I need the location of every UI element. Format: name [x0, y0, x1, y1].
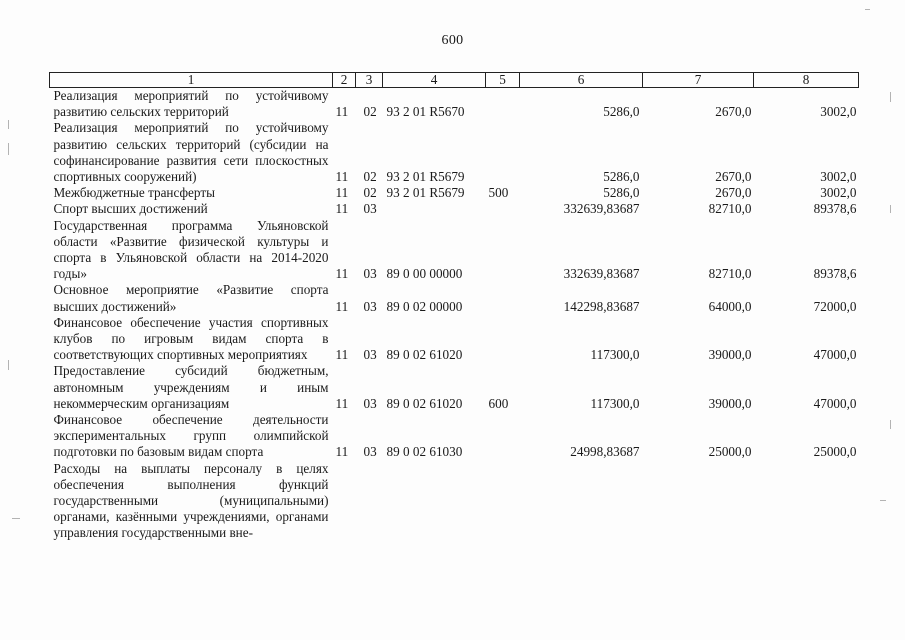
row-section — [333, 461, 356, 542]
row-amount-col7: 39000,0 — [708, 347, 752, 363]
row-amount-col7 — [643, 461, 754, 542]
header-col-1: 1 — [50, 73, 333, 88]
row-amount-col8: 47000,0 — [813, 347, 857, 363]
table-row — [50, 120, 859, 185]
row-amount-col6: 117300,0 — [590, 395, 640, 411]
table-row — [50, 185, 859, 201]
row-name: Реализация мероприятий по устойчивому развитию сельских территорий — [53, 88, 329, 120]
row-amount-col8 — [754, 461, 859, 542]
row-amount-col8: 47000,0 — [813, 395, 857, 411]
row-name: Расходы на выплаты персоналу в целях обеспечения выполнения функций государственными (муниципальными) органами, казёнными учреждениями, органами управления государственными вне- — [53, 460, 329, 541]
table-row — [50, 88, 859, 121]
row-subsection: 03 — [363, 298, 377, 314]
row-target-article: 89 0 02 61030 — [386, 444, 463, 460]
row-subsection — [356, 461, 383, 542]
table-row — [50, 315, 859, 364]
scan-mark — [8, 143, 9, 155]
row-expense-type: 600 — [488, 395, 509, 411]
table-row — [50, 201, 859, 217]
row-amount-col6: 117300,0 — [590, 347, 640, 363]
header-col-2: 2 — [333, 73, 356, 88]
row-expense-type — [486, 315, 520, 364]
header-col-8: 8 — [754, 73, 859, 88]
row-subsection: 03 — [363, 444, 377, 460]
row-name: Основное мероприятие «Развитие спорта высших достижений» — [53, 282, 329, 314]
row-target-article: 89 0 02 61020 — [386, 395, 463, 411]
row-section: 11 — [335, 185, 349, 201]
row-expense-type — [486, 201, 520, 217]
header-col-5: 5 — [486, 73, 520, 88]
row-amount-col7: 2670,0 — [715, 185, 752, 201]
row-amount-col7: 25000,0 — [708, 444, 752, 460]
row-subsection: 02 — [363, 104, 377, 120]
row-amount-col8: 89378,6 — [813, 201, 857, 217]
scan-mark — [880, 500, 886, 501]
scan-mark — [865, 9, 870, 10]
row-amount-col8: 3002,0 — [820, 169, 857, 185]
row-expense-type — [486, 120, 520, 185]
row-subsection: 03 — [363, 395, 377, 411]
row-name: Межбюджетные трансферты — [53, 185, 215, 201]
row-name: Финансовое обеспечение участия спортивных клубов по игровым видам спорта в соответствующих спортивных мероприятиях — [53, 314, 329, 363]
row-expense-type: 500 — [488, 185, 509, 201]
scan-mark — [890, 92, 891, 102]
row-amount-col8: 89378,6 — [813, 266, 857, 282]
row-expense-type — [486, 461, 520, 542]
row-section: 11 — [335, 395, 349, 411]
row-amount-col6: 5286,0 — [603, 185, 640, 201]
row-section: 11 — [335, 201, 349, 217]
row-name: Предоставление субсидий бюджетным, автономным учреждениям и иным некоммерческим организациям — [53, 363, 329, 411]
row-amount-col6 — [520, 461, 643, 542]
header-col-4: 4 — [383, 73, 486, 88]
row-expense-type — [486, 282, 520, 314]
row-expense-type — [486, 412, 520, 461]
table-row — [50, 461, 859, 542]
row-amount-col8: 3002,0 — [820, 185, 857, 201]
row-subsection: 03 — [363, 347, 377, 363]
row-amount-col6: 5286,0 — [603, 169, 640, 185]
row-section: 11 — [335, 347, 349, 363]
row-amount-col6: 332639,83687 — [563, 266, 640, 282]
row-target-article: 89 0 02 61020 — [386, 347, 463, 363]
row-amount-col6: 142298,83687 — [563, 298, 640, 314]
page-number: 600 — [441, 33, 464, 48]
row-expense-type — [486, 88, 520, 121]
header-col-3: 3 — [356, 73, 383, 88]
row-amount-col8: 25000,0 — [813, 444, 857, 460]
row-target-article: 93 2 01 R5679 — [386, 185, 465, 201]
row-name: Государственная программа Ульяновской области «Развитие физической культуры и спорта в Ульяновской области на 2014-2020 годы» — [53, 217, 329, 282]
row-amount-col7: 2670,0 — [715, 169, 752, 185]
header-col-6: 6 — [520, 73, 643, 88]
table-row — [50, 412, 859, 461]
row-target-article: 93 2 01 R5670 — [386, 104, 465, 120]
scan-mark — [8, 120, 9, 129]
row-amount-col7: 2670,0 — [715, 104, 752, 120]
row-amount-col8: 72000,0 — [813, 298, 857, 314]
row-section: 11 — [335, 444, 349, 460]
row-subsection: 02 — [363, 169, 377, 185]
row-subsection: 03 — [363, 266, 377, 282]
table-row — [50, 218, 859, 283]
row-amount-col6: 332639,83687 — [563, 201, 640, 217]
row-section: 11 — [335, 266, 349, 282]
header-col-7: 7 — [643, 73, 754, 88]
row-subsection: 03 — [363, 201, 377, 217]
row-section: 11 — [335, 169, 349, 185]
row-section: 11 — [335, 298, 349, 314]
row-expense-type — [486, 218, 520, 283]
budget-table — [49, 72, 859, 542]
row-name: Спорт высших достижений — [53, 201, 208, 217]
scan-mark — [890, 420, 891, 429]
row-amount-col7: 39000,0 — [708, 395, 752, 411]
row-amount-col6: 24998,83687 — [570, 444, 640, 460]
row-name: Реализация мероприятий по устойчивому развитию сельских территорий (субсидии на софинансирование развития сети плоскостных спортивных сооружений) — [53, 120, 329, 185]
row-target-article — [383, 461, 486, 542]
row-target-article — [383, 201, 486, 217]
row-amount-col6: 5286,0 — [603, 104, 640, 120]
scan-mark — [890, 205, 891, 213]
row-section: 11 — [335, 104, 349, 120]
header-row — [50, 73, 859, 88]
row-name: Финансовое обеспечение деятельности экспериментальных групп олимпийской подготовки по базовым видам спорта — [53, 412, 329, 460]
table-row — [50, 363, 859, 412]
scan-mark — [8, 360, 9, 370]
row-subsection: 02 — [363, 185, 377, 201]
row-amount-col7: 82710,0 — [708, 201, 752, 217]
row-amount-col8: 3002,0 — [820, 104, 857, 120]
row-target-article: 89 0 02 00000 — [386, 298, 463, 314]
scan-mark — [12, 518, 20, 519]
row-target-article: 89 0 00 00000 — [386, 266, 463, 282]
row-amount-col7: 82710,0 — [708, 266, 752, 282]
table-row — [50, 282, 859, 314]
row-amount-col7: 64000,0 — [708, 298, 752, 314]
row-target-article: 93 2 01 R5679 — [386, 169, 465, 185]
